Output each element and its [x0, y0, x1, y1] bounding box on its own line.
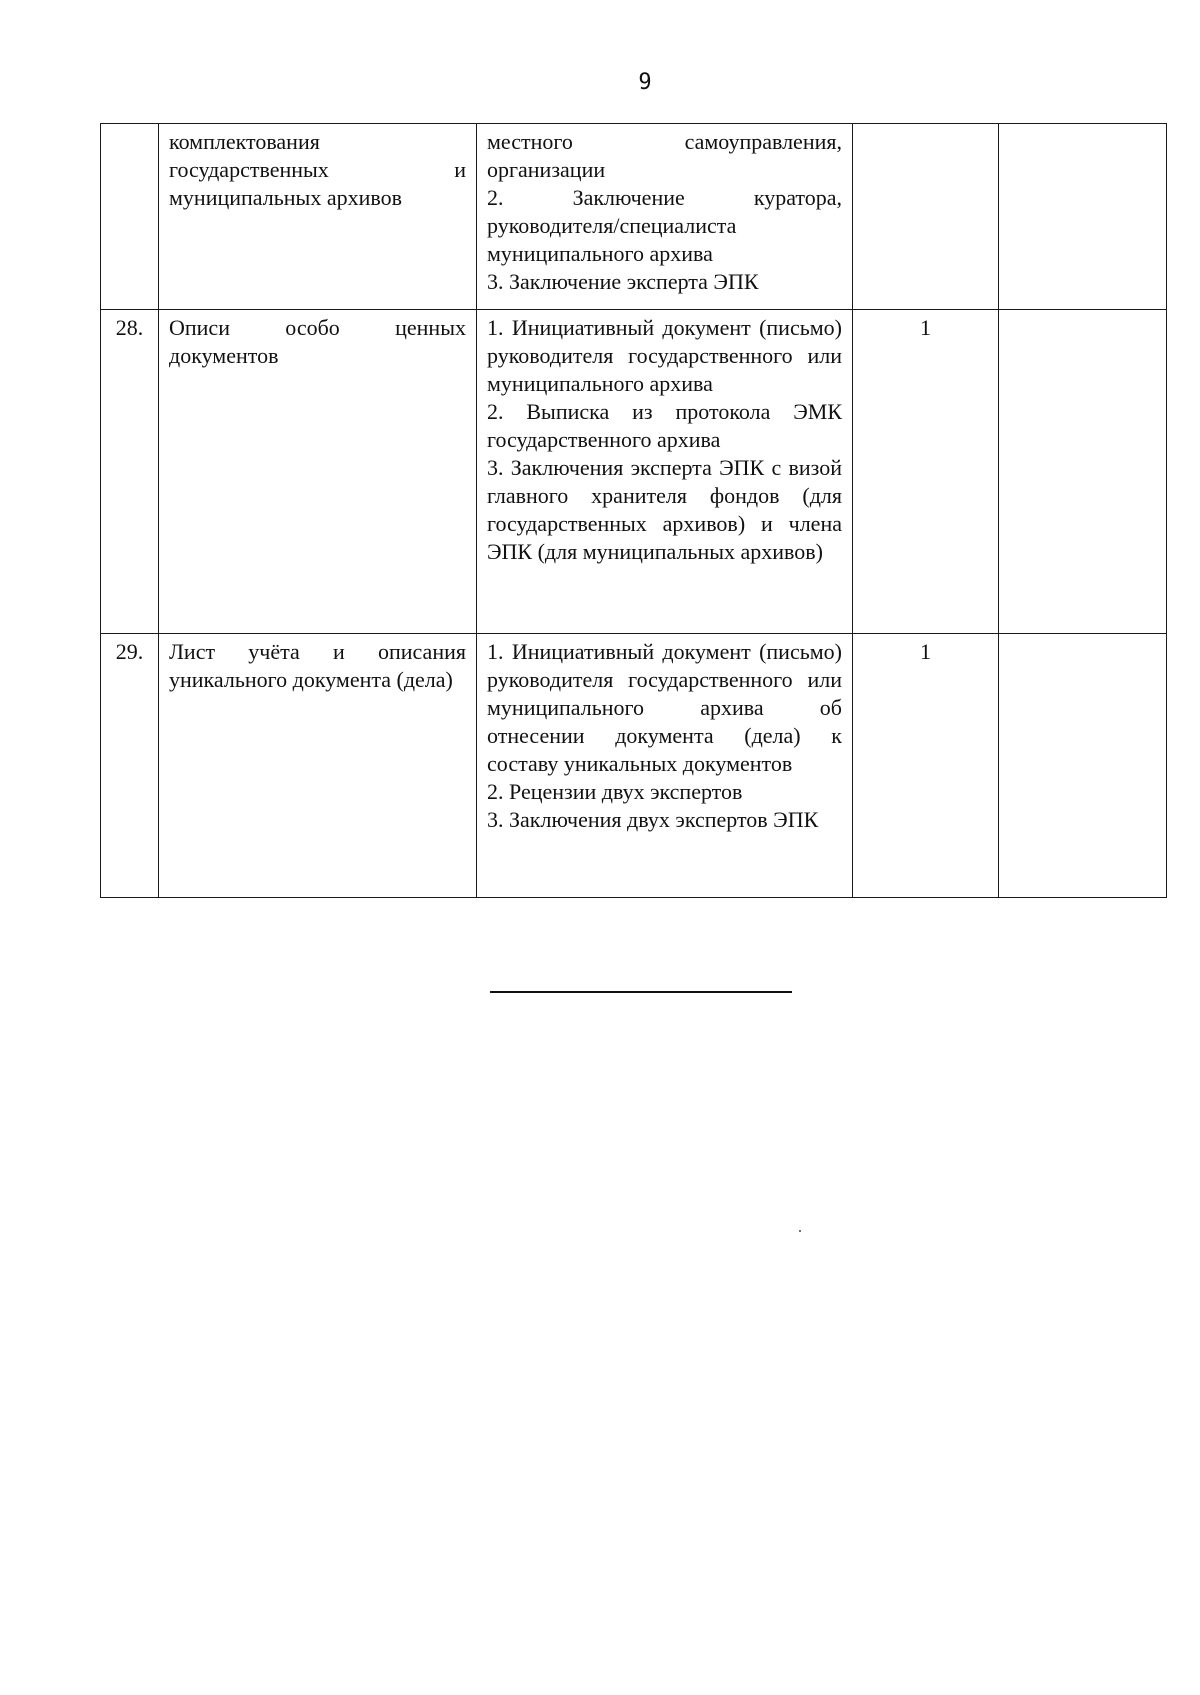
document-item: 1. Инициативный документ (письмо) руководителя государственного или муниципального архива об отнесении документа (дела) к составу уникальных документов [487, 639, 842, 776]
scan-speck [799, 1230, 801, 1232]
required-documents [477, 310, 853, 634]
copies-count: 1 [853, 310, 999, 634]
document-item: 2. Выписка из протокола ЭМК государственного архива [487, 399, 842, 452]
document-type-name [159, 124, 477, 310]
document-type-text: Описи особо ценных документов [169, 315, 466, 368]
document-item: 1. Инициативный документ (письмо) руководителя государственного или муниципального архива [487, 315, 842, 396]
row-number: 29. [101, 634, 159, 898]
document-item: 3. Заключения эксперта ЭПК с визой главного хранителя фондов (для государственных архивов) и члена ЭПК (для муниципальных архивов) [487, 455, 842, 564]
document-type-text: Лист учёта и описания уникального документа (дела) [169, 639, 466, 692]
copies-count [853, 124, 999, 310]
note-cell [999, 124, 1167, 310]
document-item: 3. Заключение эксперта ЭПК [487, 269, 759, 294]
documents-table [100, 123, 1167, 898]
copies-count: 1 [853, 634, 999, 898]
document-item: 2. Заключение куратора, руководителя/специалиста муниципального архива [487, 185, 842, 266]
note-cell [999, 310, 1167, 634]
page-number: 9 [638, 70, 652, 95]
table-row [101, 310, 1167, 634]
document-item: 2. Рецензии двух экспертов [487, 779, 743, 804]
table-row [101, 124, 1167, 310]
document-item: местного самоуправления, организации [487, 129, 842, 182]
document-type-name [159, 310, 477, 634]
end-of-document-rule [490, 991, 792, 993]
required-documents [477, 124, 853, 310]
row-number [101, 124, 159, 310]
table-row [101, 634, 1167, 898]
document-type-text: комплектования государственных и муниципальных архивов [169, 129, 466, 210]
required-documents [477, 634, 853, 898]
document-type-name [159, 634, 477, 898]
note-cell [999, 634, 1167, 898]
row-number: 28. [101, 310, 159, 634]
document-item: 3. Заключения двух экспертов ЭПК [487, 807, 819, 832]
